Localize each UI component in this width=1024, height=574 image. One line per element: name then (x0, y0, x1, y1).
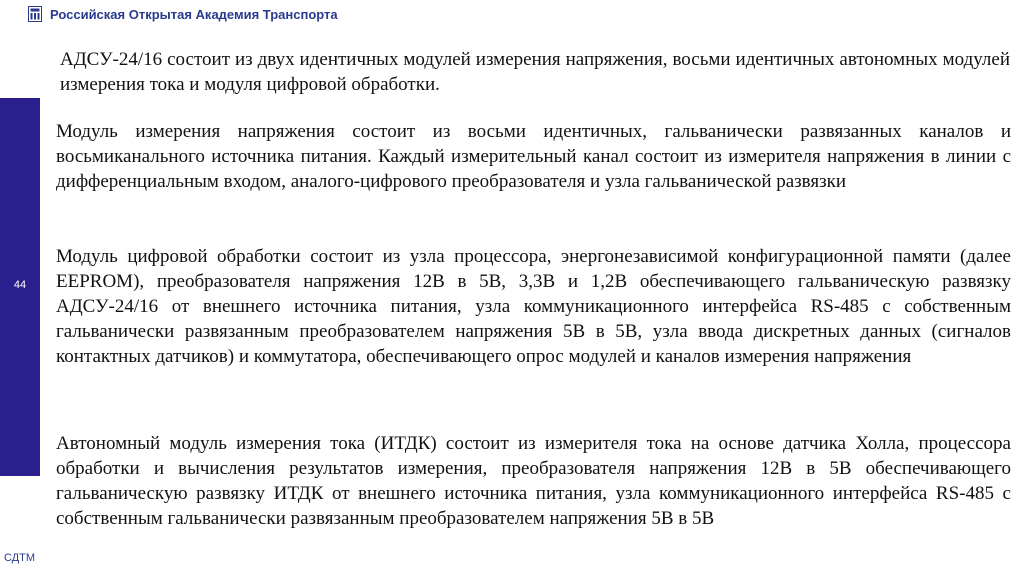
academy-emblem-icon (28, 6, 42, 22)
header (28, 6, 338, 22)
intro-paragraph: АДСУ-24/16 состоит из двух идентичных модулей измерения напряжения, восьми идентичных автономных модулей измерения тока и модуля цифровой обработки. (60, 49, 1010, 95)
current-module-paragraph: Автономный модуль измерения тока (ИТДК) состоит из измерителя тока на основе датчика Холла, процессора обработки и вычисления результатов измерения, преобразователя напряжения 12В в 5В обеспечивающего гальваническую развязку ИТДК от внешнего источника питания, узла коммуникационного интерфейса RS-485 с собственным гальванически развязанным преобразователем напряжения 5В в 5В (56, 433, 1011, 529)
footer-label: СДТМ (4, 552, 36, 564)
voltage-module-paragraph: Модуль измерения напряжения состоит из восьми идентичных, гальванически развязанных каналов и восьмиканального источника питания. Каждый измерительный канал состоит из измерителя напряжения в линии с дифференциальным входом, аналого-цифрового преобразователя и узла гальванической развязки (56, 121, 1011, 192)
page-number: 44 (13, 279, 27, 291)
header-title: Российская Открытая Академия Транспорта (50, 6, 338, 22)
digital-module-paragraph: Модуль цифровой обработки состоит из узла процессора, энергонезависимой конфигурационной памяти (далее EEPROM), преобразователя напряжения 12В в 5В, 3,3В и 1,2В обеспечивающего гальваническую развязку АДСУ-24/16 от внешнего источника питания, узла коммуникационного интерфейса RS-485 с собственным гальванически развязанным преобразователем напряжения 5В в 5В, узла ввода дискретных данных (сигналов контактных датчиков) и коммутатора, обеспечивающего опрос модулей и каналов измерения напряжения (56, 246, 1011, 367)
